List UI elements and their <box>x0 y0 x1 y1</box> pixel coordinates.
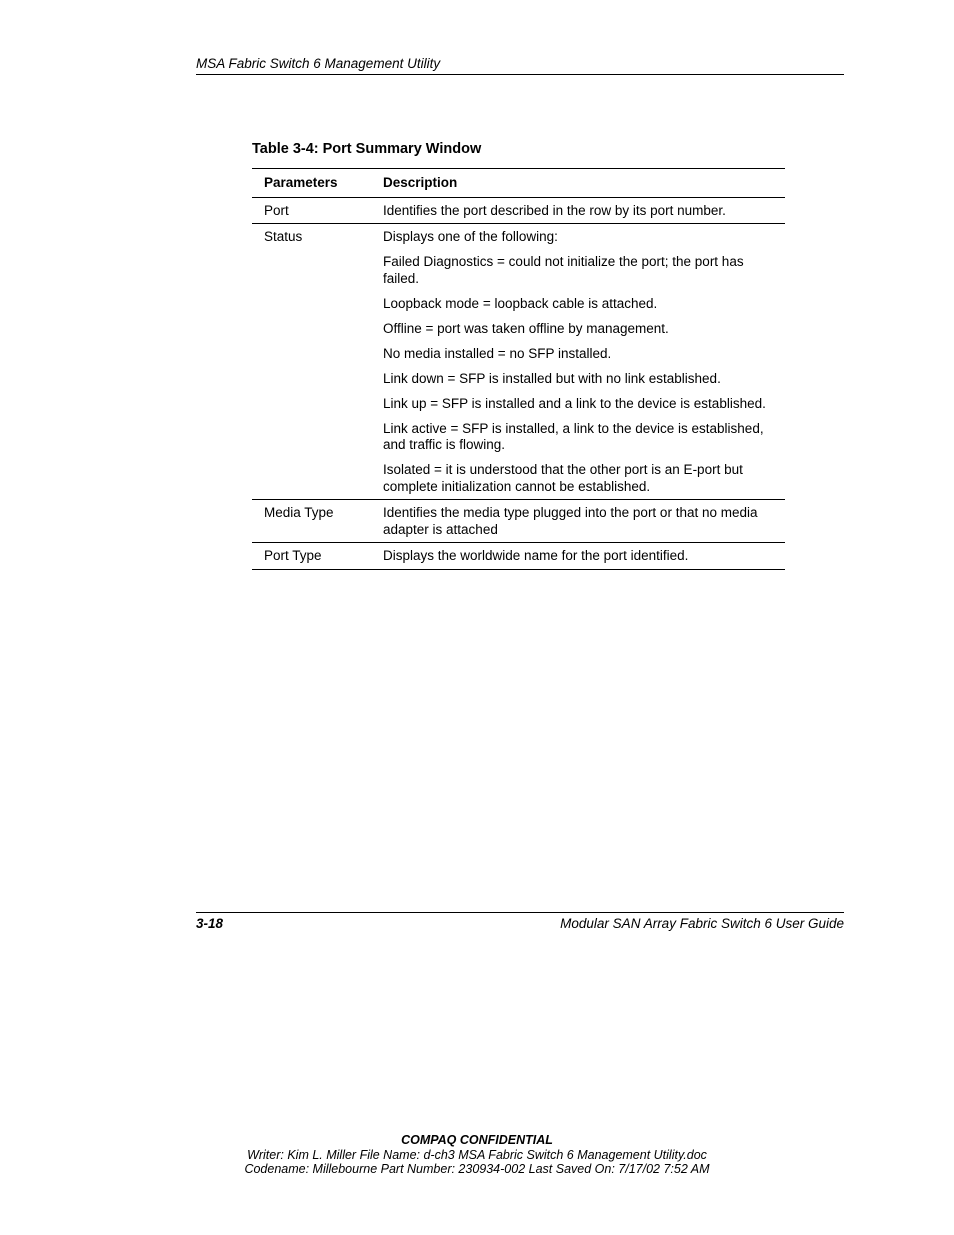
page-number: 3-18 <box>196 916 224 931</box>
status-intro-text: Displays one of the following: <box>383 229 558 244</box>
confidential-notice <box>0 1133 954 1177</box>
param-cell: Port <box>252 197 383 224</box>
table-header-row <box>252 169 785 198</box>
status-option-offline: Offline = port was taken offline by management. <box>383 320 669 336</box>
table-caption: Table 3-4: Port Summary Window <box>252 141 482 157</box>
table-row-port <box>252 197 785 224</box>
param-cell: Status <box>252 224 383 500</box>
description-cell: Identifies the media type plugged into the port or that no media adapter is attached <box>383 500 785 543</box>
guide-title: Modular SAN Array Fabric Switch 6 User Guide <box>560 916 844 931</box>
table-row-status <box>252 224 785 500</box>
param-cell: Media Type <box>252 500 383 543</box>
description-cell: Displays the worldwide name for the port identified. <box>383 543 785 570</box>
column-header-description: Description <box>383 169 785 198</box>
confidential-writer-line: Writer: Kim L. Miller File Name: d-ch3 MSA Fabric Switch 6 Management Utility.doc <box>247 1147 707 1162</box>
status-option-link-up: Link up = SFP is installed and a link to the device is established. <box>383 395 766 411</box>
port-summary-table <box>252 168 785 570</box>
status-option-failed-diagnostics: Failed Diagnostics = could not initialize the port; the port has failed. <box>383 254 744 286</box>
status-option-link-down: Link down = SFP is installed but with no link established. <box>383 370 721 386</box>
param-cell: Port Type <box>252 543 383 570</box>
confidential-title: COMPAQ CONFIDENTIAL <box>401 1133 553 1147</box>
status-option-isolated: Isolated = it is understood that the other port is an E-port but complete initialization cannot be established. <box>383 462 743 494</box>
confidential-codename-line: Codename: Millebourne Part Number: 230934-002 Last Saved On: 7/17/02 7:52 AM <box>244 1162 710 1176</box>
description-cell: Identifies the port described in the row by its port number. <box>383 197 785 224</box>
status-option-loopback-mode: Loopback mode = loopback cable is attached. <box>383 295 658 311</box>
status-option-no-media-installed: No media installed = no SFP installed. <box>383 345 612 361</box>
status-option-link-active: Link active = SFP is installed, a link to the device is established, and traffic is flowing. <box>383 420 764 452</box>
running-header: MSA Fabric Switch 6 Management Utility <box>196 56 844 75</box>
table-row-port-type <box>252 543 785 570</box>
description-cell <box>383 224 785 500</box>
table-row-media-type <box>252 500 785 543</box>
column-header-parameters: Parameters <box>252 169 383 198</box>
running-footer <box>196 912 844 931</box>
